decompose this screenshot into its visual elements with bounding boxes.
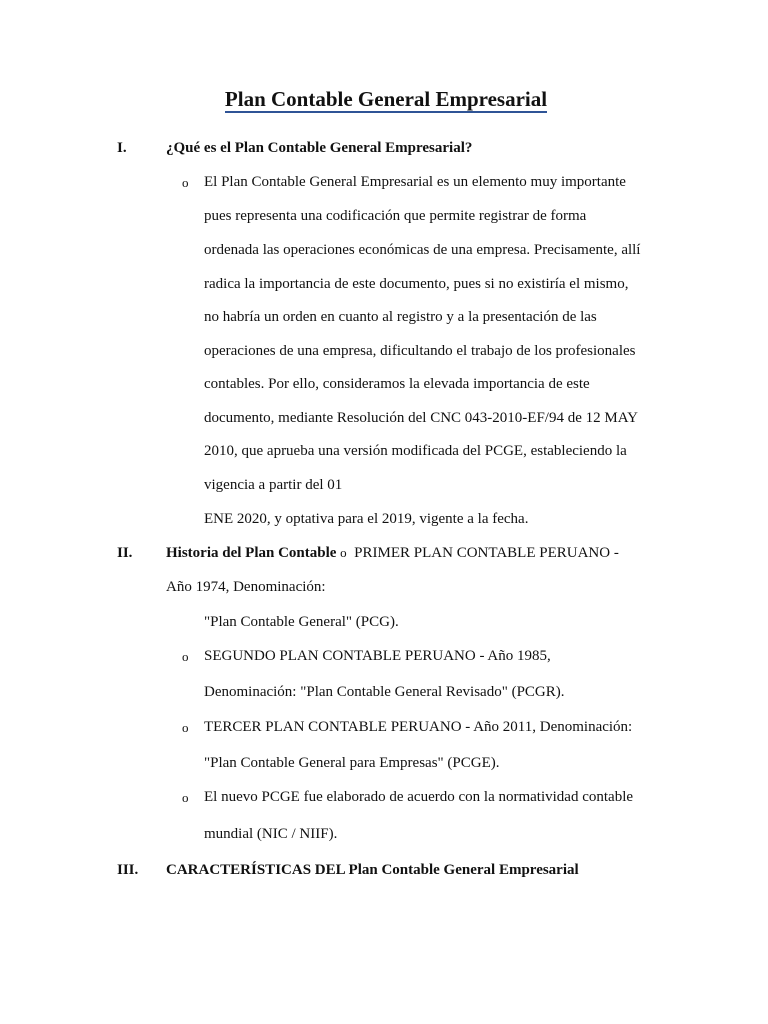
paragraph-line: mundial (NIC / NIIF).	[204, 826, 338, 842]
paragraph-line: ordenada las operaciones económicas de una empresa. Precisamente, allí	[204, 242, 641, 258]
section-1-numeral: I.	[117, 140, 127, 156]
paragraph-line: Año 1974, Denominación:	[166, 579, 326, 595]
first-plan-text: PRIMER PLAN CONTABLE PERUANO -	[354, 545, 619, 561]
paragraph-line: radica la importancia de este documento, pues si no existiría el mismo,	[204, 276, 629, 292]
document-title-text: Plan Contable General Empresarial	[224, 87, 548, 111]
section-2-numeral: II.	[117, 545, 133, 561]
paragraph-line: vigencia a partir del 01	[204, 477, 343, 493]
bullet-marker: o	[340, 545, 347, 560]
bullet-marker: o	[182, 720, 189, 735]
paragraph-line: "Plan Contable General" (PCG).	[204, 614, 399, 630]
paragraph-line: Denominación: "Plan Contable General Revisado" (PCGR).	[204, 684, 565, 700]
section-1-heading: ¿Qué es el Plan Contable General Empresarial?	[166, 140, 473, 156]
paragraph-line: contables. Por ello, consideramos la elevada importancia de este	[204, 376, 590, 392]
paragraph-line: El nuevo PCGE fue elaborado de acuerdo con la normatividad contable	[204, 789, 634, 805]
paragraph-line: TERCER PLAN CONTABLE PERUANO - Año 2011, Denominación:	[204, 719, 633, 735]
paragraph-line: pues representa una codificación que permite registrar de forma	[204, 208, 587, 224]
paragraph-line: ENE 2020, y optativa para el 2019, vigente a la fecha.	[204, 511, 529, 527]
paragraph-line: "Plan Contable General para Empresas" (PCGE).	[204, 755, 500, 771]
section-3-heading: CARACTERÍSTICAS DEL Plan Contable General Empresarial	[166, 862, 579, 878]
bullet-marker: o	[182, 175, 189, 190]
paragraph-line: SEGUNDO PLAN CONTABLE PERUANO - Año 1985,	[204, 648, 551, 664]
section-3-numeral: III.	[117, 862, 139, 878]
bullet-marker: o	[182, 790, 189, 805]
paragraph-line: documento, mediante Resolución del CNC 043-2010-EF/94 de 12 MAY	[204, 410, 638, 426]
document-title	[0, 86, 768, 113]
paragraph-line: 2010, que aprueba una versión modificada del PCGE, estableciendo la	[204, 443, 627, 459]
paragraph-line: no habría un orden en cuanto al registro y a la presentación de las	[204, 309, 597, 325]
section-2-heading: Historia del Plan Contable	[166, 545, 337, 561]
section-2-heading-line	[166, 544, 619, 562]
paragraph-line: operaciones de una empresa, dificultando el trabajo de los profesionales	[204, 343, 636, 359]
paragraph-line: El Plan Contable General Empresarial es un elemento muy importante	[204, 174, 626, 190]
bullet-marker: o	[182, 649, 189, 664]
